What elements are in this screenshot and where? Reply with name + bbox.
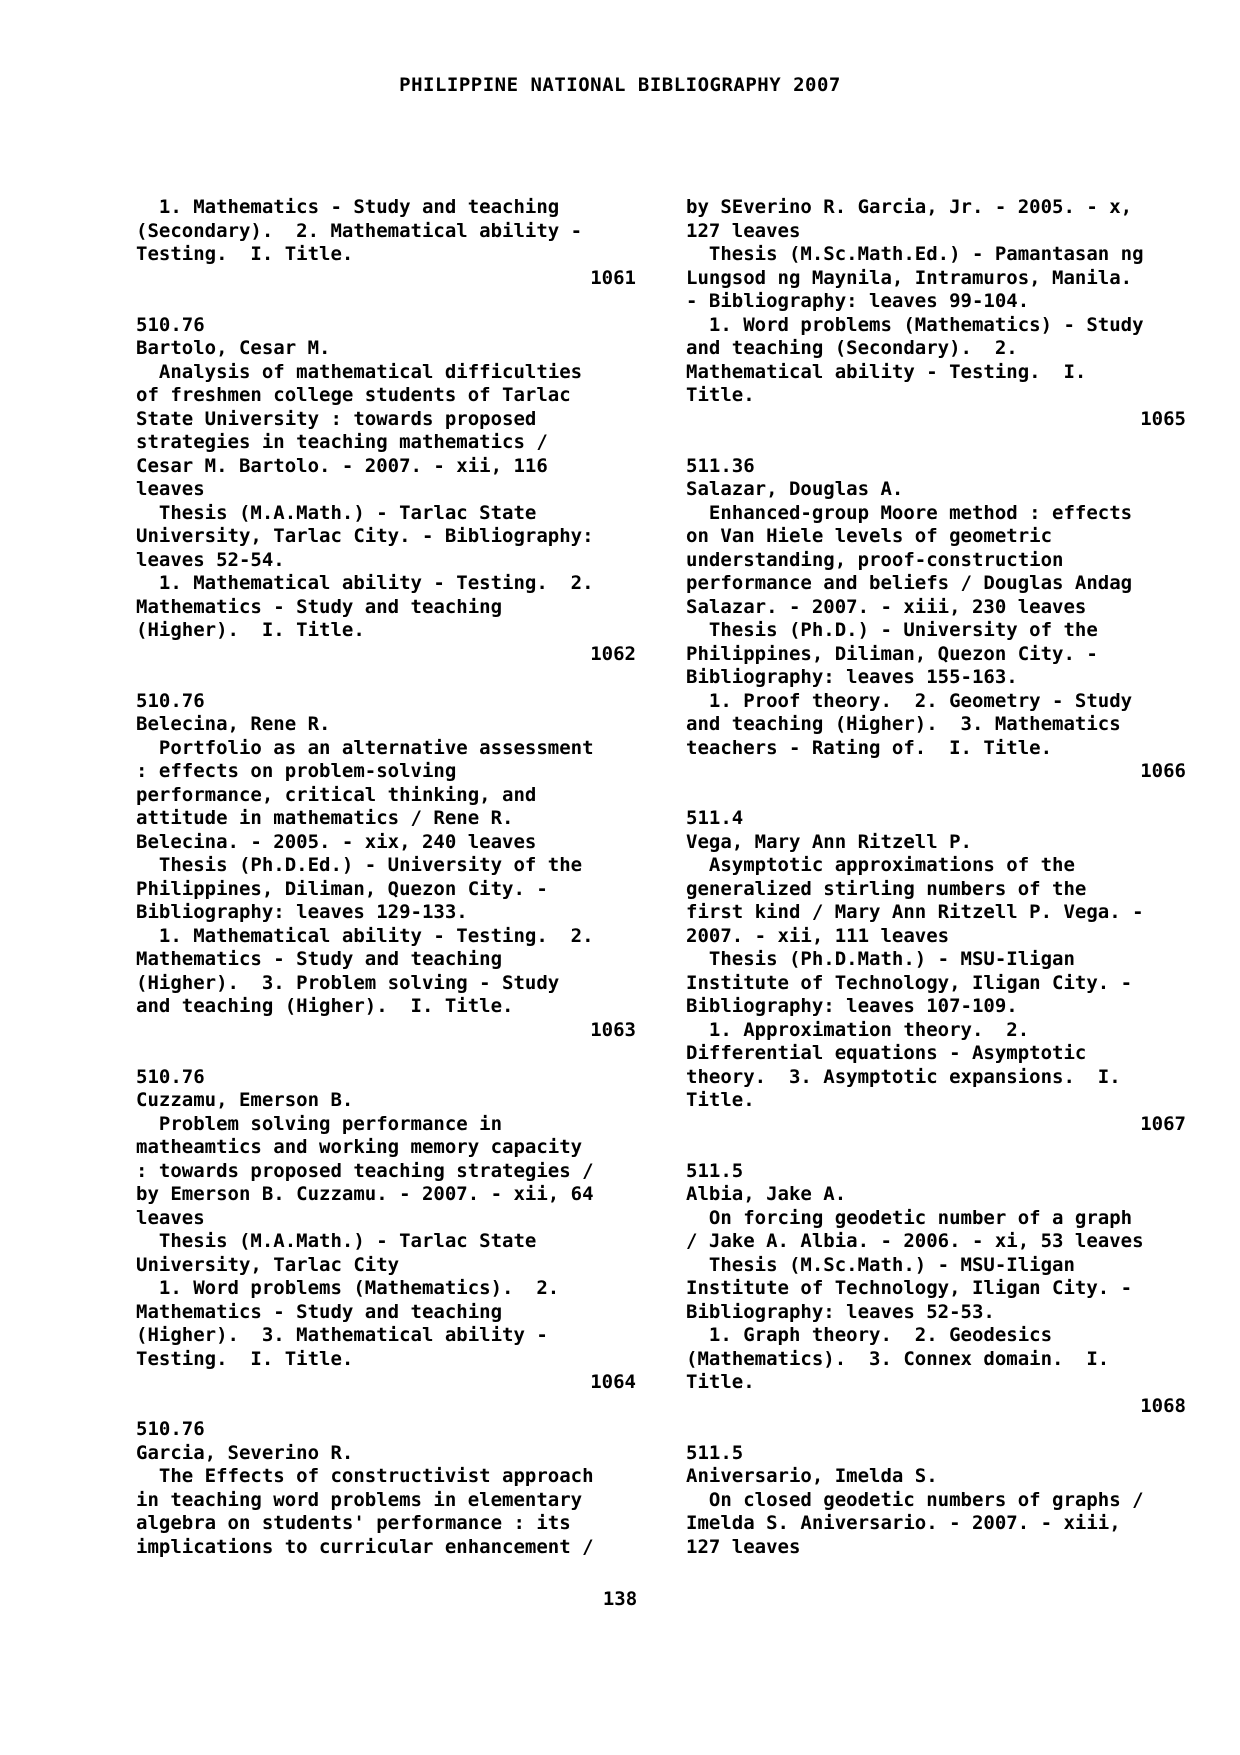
page-number: 138 bbox=[602, 1588, 638, 1610]
entry-line: Cuzzamu, Emerson B. bbox=[136, 1089, 354, 1111]
entry-number: 1063 bbox=[590, 1018, 636, 1041]
entry-number: 1067 bbox=[1140, 1112, 1186, 1135]
entry-line: Analysis of mathematical difficulties bbox=[136, 360, 583, 383]
entry-line: Title. bbox=[686, 384, 755, 406]
entry-line: Thesis (M.A.Math.) - Tarlac State bbox=[136, 501, 537, 524]
entry-line: Thesis (Ph.D.Ed.) - University of the bbox=[136, 854, 583, 876]
entry-line: Imelda S. Aniversario. - 2007. - xiii, bbox=[686, 1512, 1121, 1534]
entry-line: teachers - Rating of. I. Title. bbox=[686, 736, 1053, 759]
entry-line: The Effects of constructivist approach bbox=[136, 1465, 594, 1487]
entry-line: University, Tarlac City bbox=[136, 1253, 400, 1276]
entry-line: first kind / Mary Ann Ritzell P. Vega. - bbox=[686, 901, 1144, 923]
bibliography-entry bbox=[136, 690, 636, 1043]
page-header: PHILIPPINE NATIONAL BIBLIOGRAPHY 2007 bbox=[399, 74, 841, 96]
bibliography-entry bbox=[136, 196, 636, 290]
entry-number: 1068 bbox=[1140, 1394, 1186, 1417]
entry-line: Vega, Mary Ann Ritzell P. bbox=[686, 830, 972, 853]
entry-line: Thesis (M.A.Math.) - Tarlac State bbox=[136, 1230, 537, 1252]
entry-line: Thesis (Ph.D.) - University of the bbox=[686, 619, 1098, 641]
entry-line: 1. Proof theory. 2. Geometry - Study bbox=[686, 689, 1133, 712]
entry-line: Mathematics - Study and teaching bbox=[136, 1300, 503, 1323]
left-column bbox=[136, 196, 636, 1559]
entry-line: generalized stirling numbers of the bbox=[686, 877, 1087, 900]
entry-number: 1064 bbox=[590, 1371, 636, 1393]
entry-line: Testing. I. Title. bbox=[136, 1347, 354, 1370]
entry-line: 511.5 bbox=[686, 1159, 744, 1182]
entry-line: 511.36 bbox=[686, 454, 755, 477]
entry-line: : effects on problem-solving bbox=[136, 760, 457, 782]
entry-line: - Bibliography: leaves 99-104. bbox=[686, 290, 1030, 312]
entry-line: Thesis (M.Sc.Math.) - MSU-Iligan bbox=[686, 1253, 1075, 1276]
entry-line: 510.76 bbox=[136, 689, 205, 712]
entry-line: theory. 3. Asymptotic expansions. I. bbox=[686, 1065, 1121, 1088]
entry-line: by Emerson B. Cuzzamu. - 2007. - xii, 64 bbox=[136, 1183, 594, 1205]
entry-line: and teaching (Secondary). 2. bbox=[686, 337, 1018, 359]
entry-line: (Mathematics). 3. Connex domain. I. bbox=[686, 1347, 1110, 1370]
entry-line: Cesar M. Bartolo. - 2007. - xii, 116 bbox=[136, 454, 548, 477]
bibliography-entry bbox=[686, 1442, 1186, 1560]
entry-line: 511.5 bbox=[686, 1441, 744, 1464]
entry-line: Title. bbox=[686, 1089, 755, 1111]
entry-line: 2007. - xii, 111 leaves bbox=[686, 924, 950, 947]
entry-line: / Jake A. Albia. - 2006. - xi, 53 leaves bbox=[686, 1230, 1144, 1252]
bibliography-entry bbox=[686, 1160, 1186, 1419]
entry-line: Salazar, Douglas A. bbox=[686, 478, 904, 500]
entry-number: 1062 bbox=[590, 642, 636, 665]
entry-line: Salazar. - 2007. - xiii, 230 leaves bbox=[686, 595, 1087, 618]
entry-line: Mathematics - Study and teaching bbox=[136, 948, 503, 970]
bibliography-entry bbox=[136, 1066, 636, 1395]
entry-line: Bibliography: leaves 107-109. bbox=[686, 995, 1018, 1017]
entry-line: Bartolo, Cesar M. bbox=[136, 337, 331, 359]
entry-line: Testing. I. Title. bbox=[136, 243, 354, 265]
entry-line: Institute of Technology, Iligan City. - bbox=[686, 971, 1133, 994]
entry-line: (Higher). 3. Problem solving - Study bbox=[136, 971, 560, 994]
entry-line: On closed geodetic numbers of graphs / bbox=[686, 1488, 1144, 1511]
entry-line: Philippines, Diliman, Quezon City. - bbox=[686, 642, 1098, 665]
entry-line: 511.4 bbox=[686, 807, 744, 829]
entry-line: Institute of Technology, Iligan City. - bbox=[686, 1277, 1133, 1299]
entry-line: Thesis (M.Sc.Math.Ed.) - Pamantasan ng bbox=[686, 243, 1144, 265]
entry-line: 127 leaves bbox=[686, 219, 801, 242]
entry-line: Garcia, Severino R. bbox=[136, 1441, 354, 1464]
entry-number: 1065 bbox=[1140, 407, 1186, 430]
entry-line: Philippines, Diliman, Quezon City. - bbox=[136, 877, 548, 900]
entry-line: leaves 52-54. bbox=[136, 548, 285, 571]
entry-line: Belecina, Rene R. bbox=[136, 713, 331, 735]
entry-line: Bibliography: leaves 52-53. bbox=[686, 1300, 995, 1323]
entry-line: Belecina. - 2005. - xix, 240 leaves bbox=[136, 830, 537, 853]
entry-line: University, Tarlac City. - Bibliography: bbox=[136, 525, 594, 547]
entry-line: 1. Approximation theory. 2. bbox=[686, 1018, 1030, 1041]
entry-line: implications to curricular enhancement / bbox=[136, 1535, 594, 1558]
bibliography-entry bbox=[136, 1418, 636, 1559]
entry-line: understanding, proof-construction bbox=[686, 548, 1064, 571]
entry-line: On forcing geodetic number of a graph bbox=[686, 1206, 1133, 1229]
entry-line: 510.76 bbox=[136, 313, 205, 336]
entry-line: in teaching word problems in elementary bbox=[136, 1488, 583, 1511]
entry-line: Lungsod ng Maynila, Intramuros, Manila. bbox=[686, 266, 1133, 289]
entry-line: algebra on students' performance : its bbox=[136, 1512, 571, 1534]
entry-line: performance and beliefs / Douglas Andag bbox=[686, 572, 1133, 594]
entry-line: of freshmen college students of Tarlac bbox=[136, 384, 571, 406]
bibliography-entry bbox=[686, 455, 1186, 784]
entry-line: Aniversario, Imelda S. bbox=[686, 1465, 938, 1487]
entry-line: Problem solving performance in bbox=[136, 1112, 503, 1135]
entry-line: (Secondary). 2. Mathematical ability - bbox=[136, 219, 583, 242]
entry-line: leaves bbox=[136, 478, 205, 500]
entry-line: attitude in mathematics / Rene R. bbox=[136, 807, 514, 829]
entry-line: 1. Word problems (Mathematics). 2. bbox=[136, 1277, 560, 1299]
entry-line: 1. Mathematical ability - Testing. 2. bbox=[136, 572, 594, 594]
entry-line: State University : towards proposed bbox=[136, 407, 537, 430]
entry-line: Mathematics - Study and teaching bbox=[136, 595, 503, 618]
entry-line: 510.76 bbox=[136, 1418, 205, 1440]
bibliography-entry bbox=[686, 196, 1186, 431]
entry-line: and teaching (Higher). I. Title. bbox=[136, 995, 514, 1017]
entry-line: Thesis (Ph.D.Math.) - MSU-Iligan bbox=[686, 948, 1075, 970]
entry-line: : towards proposed teaching strategies / bbox=[136, 1159, 594, 1182]
entry-line: performance, critical thinking, and bbox=[136, 783, 537, 806]
entry-line: 1. Word problems (Mathematics) - Study bbox=[686, 313, 1144, 336]
entry-line: 127 leaves bbox=[686, 1535, 801, 1558]
entry-number: 1061 bbox=[590, 266, 636, 289]
bibliography-entry bbox=[686, 807, 1186, 1136]
entry-number: 1066 bbox=[1140, 760, 1186, 782]
bibliography-entry bbox=[136, 314, 636, 667]
entry-line: strategies in teaching mathematics / bbox=[136, 431, 548, 453]
entry-line: (Higher). I. Title. bbox=[136, 619, 365, 641]
entry-line: 1. Mathematical ability - Testing. 2. bbox=[136, 924, 594, 947]
entry-line: matheamtics and working memory capacity bbox=[136, 1136, 583, 1158]
entry-line: 1. Graph theory. 2. Geodesics bbox=[686, 1324, 1053, 1346]
entry-line: Bibliography: leaves 155-163. bbox=[686, 666, 1018, 688]
entry-line: Portfolio as an alternative assessment bbox=[136, 736, 594, 759]
entry-line: by SEverino R. Garcia, Jr. - 2005. - x, bbox=[686, 196, 1133, 218]
entry-line: Enhanced-group Moore method : effects bbox=[686, 501, 1133, 524]
entry-line: and teaching (Higher). 3. Mathematics bbox=[686, 713, 1121, 735]
entry-line: Albia, Jake A. bbox=[686, 1183, 847, 1205]
entry-line: 1. Mathematics - Study and teaching bbox=[136, 196, 560, 218]
right-column bbox=[686, 196, 1186, 1559]
entry-line: Bibliography: leaves 129-133. bbox=[136, 901, 468, 923]
entry-line: 510.76 bbox=[136, 1065, 205, 1088]
entry-line: Differential equations - Asymptotic bbox=[686, 1042, 1087, 1064]
entry-line: leaves bbox=[136, 1206, 205, 1229]
entry-line: Mathematical ability - Testing. I. bbox=[686, 360, 1087, 383]
entry-line: (Higher). 3. Mathematical ability - bbox=[136, 1324, 548, 1346]
entry-line: Asymptotic approximations of the bbox=[686, 854, 1075, 876]
entry-line: on Van Hiele levels of geometric bbox=[686, 525, 1053, 547]
entry-line: Title. bbox=[686, 1371, 755, 1393]
